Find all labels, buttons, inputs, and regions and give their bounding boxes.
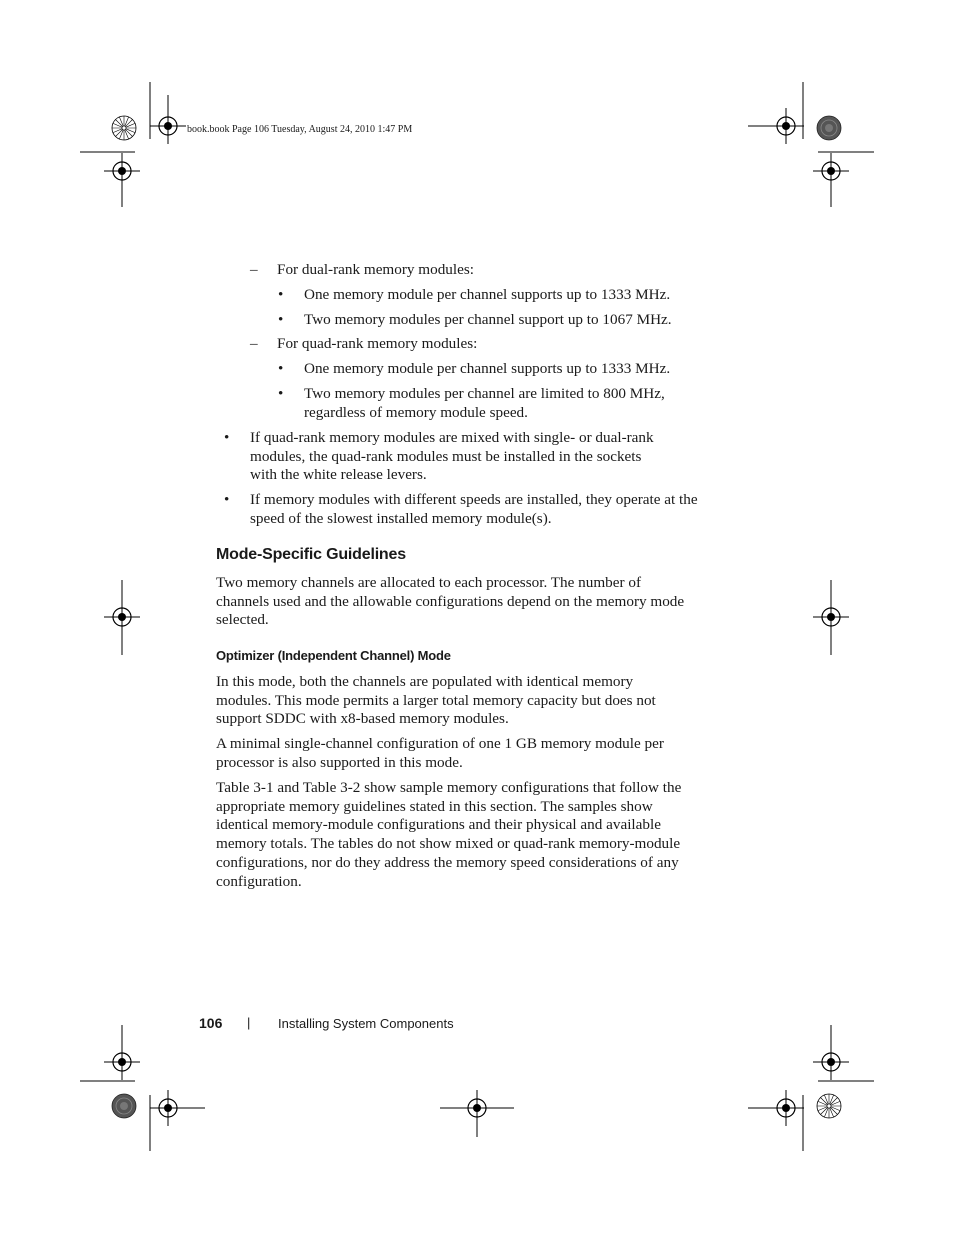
bullet-marker: • — [278, 360, 284, 377]
subsection-heading: Optimizer (Independent Channel) Mode — [216, 648, 451, 663]
bullet-marker: • — [278, 311, 284, 328]
bullet-marker: • — [278, 385, 284, 402]
outer-bullet-line: modules, the quad-rank modules must be installed in the sockets — [250, 448, 642, 465]
print-header: book.book Page 106 Tuesday, August 24, 2010 1:47 PM — [187, 124, 413, 135]
quad-rank-bullet-cont: regardless of memory module speed. — [304, 404, 528, 421]
bullet-marker: • — [278, 286, 284, 303]
dash-marker: – — [250, 335, 258, 352]
paragraph-line: selected. — [216, 611, 269, 628]
paragraph-line: Table 3-1 and Table 3-2 show sample memory configurations that follow the — [216, 779, 682, 796]
quad-rank-bullet: One memory module per channel supports up to 1333 MHz. — [304, 360, 671, 377]
paragraph-line: A minimal single-channel configuration of one 1 GB memory module per — [216, 735, 664, 752]
outer-bullet-line: If memory modules with different speeds are installed, they operate at the — [250, 491, 698, 508]
paragraph-line: support SDDC with x8-based memory modules. — [216, 710, 509, 727]
dual-rank-bullet: Two memory modules per channel support up to 1067 MHz. — [304, 311, 672, 328]
paragraph-line: Two memory channels are allocated to each processor. The number of — [216, 574, 642, 591]
paragraph-line: identical memory-module configurations and their physical and available — [216, 816, 661, 833]
paragraph-line: appropriate memory guidelines stated in this section. The samples show — [216, 798, 653, 815]
dual-rank-bullet: One memory module per channel supports up to 1333 MHz. — [304, 286, 671, 303]
dash-marker: – — [250, 261, 258, 278]
bullet-marker: • — [224, 429, 230, 446]
paragraph-line: memory totals. The tables do not show mixed or quad-rank memory-module — [216, 835, 681, 852]
page-number: 106 — [199, 1015, 223, 1031]
quad-rank-bullet: Two memory modules per channel are limited to 800 MHz, — [304, 385, 665, 402]
section-heading: Mode-Specific Guidelines — [216, 546, 406, 563]
outer-bullet-line: If quad-rank memory modules are mixed with single- or dual-rank — [250, 429, 654, 446]
footer-separator: | — [247, 1015, 251, 1030]
quad-rank-label: For quad-rank memory modules: — [277, 335, 478, 352]
dual-rank-label: For dual-rank memory modules: — [277, 261, 474, 278]
paragraph-line: configurations, nor do they address the memory speed considerations of any — [216, 854, 679, 871]
outer-bullet-line: speed of the slowest installed memory module(s). — [250, 510, 552, 527]
chapter-title: Installing System Components — [278, 1016, 454, 1031]
outer-bullet-line: with the white release levers. — [250, 466, 427, 483]
paragraph-line: channels used and the allowable configurations depend on the memory mode — [216, 593, 685, 610]
paragraph-line: configuration. — [216, 873, 302, 890]
paragraph-line: In this mode, both the channels are populated with identical memory — [216, 673, 634, 690]
bullet-marker: • — [224, 491, 230, 508]
paragraph-line: modules. This mode permits a larger total memory capacity but does not — [216, 692, 656, 709]
paragraph-line: processor is also supported in this mode. — [216, 754, 463, 771]
